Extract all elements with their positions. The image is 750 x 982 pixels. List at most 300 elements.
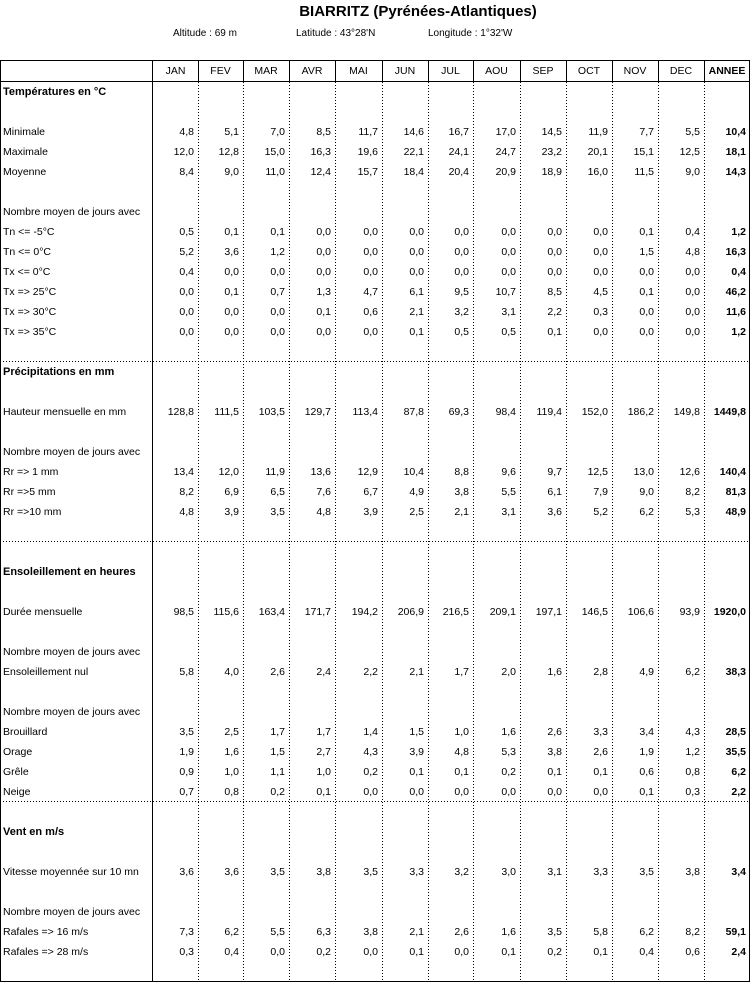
monthly-value: 7,7	[639, 126, 654, 138]
annual-value: 16,3	[725, 246, 746, 258]
row-label: Neige	[3, 786, 31, 798]
annual-value: 1920,0	[713, 606, 746, 618]
monthly-value: 16,7	[448, 126, 469, 138]
monthly-value: 0,1	[409, 326, 424, 338]
monthly-value: 11,0	[265, 166, 285, 178]
monthly-value: 3,6	[547, 506, 562, 518]
monthly-value: 3,8	[363, 926, 378, 938]
monthly-value: 3,0	[501, 866, 516, 878]
monthly-value: 0,1	[409, 946, 424, 958]
monthly-value: 9,5	[454, 286, 469, 298]
monthly-value: 0,0	[409, 266, 424, 278]
monthly-value: 0,0	[454, 246, 469, 258]
monthly-value: 2,6	[454, 926, 469, 938]
monthly-value: 0,2	[501, 766, 516, 778]
monthly-value: 2,1	[454, 506, 469, 518]
monthly-value: 0,0	[363, 326, 378, 338]
monthly-value: 5,2	[179, 246, 194, 258]
monthly-value: 5,5	[270, 926, 285, 938]
monthly-value: 0,0	[454, 786, 469, 798]
monthly-value: 15,1	[633, 146, 654, 158]
monthly-value: 20,9	[495, 166, 516, 178]
annual-value: 38,3	[725, 666, 746, 678]
column-header-nov: NOV	[623, 65, 647, 77]
monthly-value: 0,1	[639, 226, 654, 238]
monthly-value: 0,0	[593, 786, 608, 798]
monthly-value: 0,0	[454, 946, 469, 958]
monthly-value: 0,0	[547, 246, 562, 258]
monthly-value: 0,0	[639, 266, 654, 278]
monthly-value: 87,8	[403, 406, 424, 418]
monthly-value: 128,8	[167, 406, 194, 418]
monthly-value: 0,4	[685, 226, 700, 238]
monthly-value: 10,7	[495, 286, 516, 298]
monthly-value: 0,5	[179, 226, 194, 238]
row-label: Maximale	[3, 146, 48, 158]
monthly-value: 1,0	[224, 766, 239, 778]
monthly-value: 0,0	[593, 246, 608, 258]
row-label: Moyenne	[3, 166, 47, 178]
monthly-value: 8,8	[454, 466, 469, 478]
monthly-value: 1,9	[639, 746, 654, 758]
monthly-value: 216,5	[442, 606, 469, 618]
section-title: Ensoleillement en heures	[3, 566, 136, 578]
monthly-value: 1,4	[363, 726, 378, 738]
column-header-mar: MAR	[254, 65, 278, 77]
monthly-value: 0,2	[547, 946, 562, 958]
annual-value: 48,9	[725, 506, 746, 518]
monthly-value: 0,0	[316, 226, 331, 238]
monthly-value: 115,6	[213, 606, 239, 618]
row-label: Nombre moyen de jours avec	[3, 446, 141, 458]
monthly-value: 5,2	[593, 506, 608, 518]
monthly-value: 146,5	[581, 606, 608, 618]
monthly-value: 7,6	[316, 486, 331, 498]
monthly-value: 2,2	[363, 666, 378, 678]
monthly-value: 0,1	[316, 306, 331, 318]
monthly-value: 0,0	[501, 246, 516, 258]
monthly-value: 4,8	[179, 506, 194, 518]
monthly-value: 10,4	[403, 466, 424, 478]
row-label: Orage	[3, 746, 33, 758]
monthly-value: 1,7	[454, 666, 469, 678]
monthly-value: 8,5	[316, 126, 331, 138]
monthly-value: 3,8	[547, 746, 562, 758]
row-label: Durée mensuelle	[3, 606, 83, 618]
monthly-value: 4,8	[685, 246, 700, 258]
monthly-value: 0,0	[454, 226, 469, 238]
monthly-value: 2,6	[547, 726, 562, 738]
annual-value: 2,4	[731, 946, 746, 958]
monthly-value: 12,5	[587, 466, 608, 478]
monthly-value: 0,0	[316, 266, 331, 278]
column-header-jun: JUN	[394, 65, 416, 77]
monthly-value: 5,8	[593, 926, 608, 938]
monthly-value: 103,5	[258, 406, 285, 418]
monthly-value: 0,1	[593, 766, 608, 778]
section-title: Températures en °C	[3, 86, 107, 98]
monthly-value: 0,0	[454, 266, 469, 278]
monthly-value: 0,6	[685, 946, 700, 958]
annual-value: 10,4	[725, 126, 746, 138]
monthly-value: 171,7	[304, 606, 331, 618]
monthly-value: 6,2	[224, 926, 239, 938]
monthly-value: 0,0	[409, 786, 424, 798]
monthly-value: 0,3	[593, 306, 608, 318]
monthly-value: 9,6	[501, 466, 516, 478]
annual-value: 11,6	[726, 306, 746, 318]
monthly-value: 0,0	[593, 326, 608, 338]
monthly-value: 2,6	[270, 666, 285, 678]
monthly-value: 119,4	[536, 406, 562, 418]
longitude-info: Longitude : 1°32'W	[428, 28, 513, 39]
monthly-value: 13,6	[310, 466, 331, 478]
annual-value: 2,2	[731, 786, 746, 798]
row-label: Tx <= 0°C	[3, 266, 51, 278]
monthly-value: 69,3	[448, 406, 469, 418]
monthly-value: 1,6	[501, 726, 516, 738]
monthly-value: 4,5	[593, 286, 608, 298]
monthly-value: 0,3	[685, 786, 700, 798]
monthly-value: 0,8	[685, 766, 700, 778]
monthly-value: 3,4	[639, 726, 654, 738]
monthly-value: 6,7	[363, 486, 378, 498]
monthly-value: 0,5	[454, 326, 469, 338]
monthly-value: 11,7	[358, 126, 378, 138]
monthly-value: 0,1	[501, 946, 516, 958]
monthly-value: 4,0	[224, 666, 239, 678]
monthly-value: 152,0	[581, 406, 608, 418]
monthly-value: 0,0	[270, 326, 285, 338]
monthly-value: 0,4	[639, 946, 654, 958]
monthly-value: 18,9	[541, 166, 562, 178]
monthly-value: 9,0	[224, 166, 239, 178]
monthly-value: 3,1	[501, 306, 516, 318]
monthly-value: 12,6	[679, 466, 700, 478]
monthly-value: 7,9	[593, 486, 608, 498]
monthly-value: 3,6	[224, 866, 239, 878]
monthly-value: 3,9	[224, 506, 239, 518]
monthly-value: 12,9	[357, 466, 378, 478]
monthly-value: 0,1	[224, 286, 239, 298]
annual-value: 28,5	[725, 726, 746, 738]
monthly-value: 1,7	[316, 726, 331, 738]
monthly-value: 14,5	[541, 126, 562, 138]
monthly-value: 206,9	[397, 606, 424, 618]
monthly-value: 4,7	[363, 286, 378, 298]
annual-value: 46,2	[725, 286, 746, 298]
monthly-value: 7,3	[179, 926, 194, 938]
monthly-value: 0,0	[593, 226, 608, 238]
section-title: Vent en m/s	[3, 826, 65, 838]
monthly-value: 3,5	[547, 926, 562, 938]
monthly-value: 11,5	[634, 166, 654, 178]
annual-value: 1,2	[731, 226, 746, 238]
monthly-value: 4,3	[363, 746, 378, 758]
monthly-value: 0,0	[685, 286, 700, 298]
monthly-value: 2,0	[501, 666, 516, 678]
monthly-value: 0,0	[501, 226, 516, 238]
monthly-value: 4,8	[179, 126, 194, 138]
monthly-value: 3,3	[593, 726, 608, 738]
monthly-value: 0,1	[547, 326, 562, 338]
row-label: Nombre moyen de jours avec	[3, 906, 141, 918]
monthly-value: 19,6	[357, 146, 378, 158]
row-label: Rafales => 28 m/s	[3, 946, 89, 958]
monthly-value: 2,4	[316, 666, 331, 678]
monthly-value: 0,1	[409, 766, 424, 778]
monthly-value: 0,6	[363, 306, 378, 318]
monthly-value: 6,1	[547, 486, 562, 498]
monthly-value: 0,1	[454, 766, 469, 778]
monthly-value: 8,2	[179, 486, 194, 498]
monthly-value: 2,1	[409, 926, 424, 938]
column-header-jan: JAN	[165, 65, 186, 77]
monthly-value: 8,4	[179, 166, 194, 178]
row-label: Tn <= 0°C	[3, 246, 51, 258]
monthly-value: 13,0	[633, 466, 654, 478]
monthly-value: 3,5	[270, 866, 285, 878]
monthly-value: 2,5	[224, 726, 239, 738]
monthly-value: 24,7	[495, 146, 516, 158]
monthly-value: 0,0	[316, 246, 331, 258]
row-label: Rr =>5 mm	[3, 486, 56, 498]
monthly-value: 5,5	[685, 126, 700, 138]
monthly-value: 16,0	[587, 166, 608, 178]
monthly-value: 5,5	[501, 486, 516, 498]
monthly-value: 9,0	[685, 166, 700, 178]
monthly-value: 3,5	[363, 866, 378, 878]
monthly-value: 1,5	[409, 726, 424, 738]
column-header-jul: JUL	[441, 65, 460, 77]
monthly-value: 7,0	[270, 126, 285, 138]
monthly-value: 12,5	[679, 146, 700, 158]
monthly-value: 18,4	[403, 166, 424, 178]
row-label: Rr =>10 mm	[3, 506, 62, 518]
row-label: Tx => 30°C	[3, 306, 57, 318]
monthly-value: 0,8	[224, 786, 239, 798]
monthly-value: 0,0	[363, 266, 378, 278]
monthly-value: 0,0	[685, 266, 700, 278]
monthly-value: 3,5	[639, 866, 654, 878]
monthly-value: 0,4	[179, 266, 194, 278]
monthly-value: 0,1	[224, 226, 239, 238]
monthly-value: 0,0	[685, 306, 700, 318]
monthly-value: 8,5	[547, 286, 562, 298]
monthly-value: 3,3	[593, 866, 608, 878]
monthly-value: 0,1	[547, 766, 562, 778]
monthly-value: 0,1	[316, 786, 331, 798]
row-label: Tn <= -5°C	[3, 226, 55, 238]
row-label: Rr => 1 mm	[3, 466, 59, 478]
annual-value: 18,1	[725, 146, 746, 158]
monthly-value: 5,3	[501, 746, 516, 758]
monthly-value: 5,3	[685, 506, 700, 518]
monthly-value: 0,3	[179, 946, 194, 958]
monthly-value: 9,0	[639, 486, 654, 498]
latitude-info: Latitude : 43°28'N	[296, 28, 376, 39]
monthly-value: 4,3	[685, 726, 700, 738]
row-label: Nombre moyen de jours avec	[3, 646, 141, 658]
column-header-aou: AOU	[485, 65, 508, 77]
monthly-value: 0,1	[270, 226, 285, 238]
monthly-value: 0,0	[363, 946, 378, 958]
monthly-value: 0,0	[179, 286, 194, 298]
monthly-value: 98,5	[173, 606, 194, 618]
monthly-value: 4,8	[454, 746, 469, 758]
monthly-value: 0,0	[593, 266, 608, 278]
monthly-value: 4,9	[639, 666, 654, 678]
monthly-value: 8,2	[685, 486, 700, 498]
monthly-value: 1,5	[270, 746, 285, 758]
monthly-value: 129,7	[304, 406, 331, 418]
column-header-avr: AVR	[301, 65, 323, 77]
monthly-value: 0,0	[547, 226, 562, 238]
monthly-value: 0,0	[270, 266, 285, 278]
monthly-value: 15,7	[357, 166, 378, 178]
row-label: Tx => 25°C	[3, 286, 57, 298]
monthly-value: 0,0	[316, 326, 331, 338]
monthly-value: 98,4	[495, 406, 516, 418]
monthly-value: 12,4	[310, 166, 331, 178]
annual-value: 3,4	[731, 866, 746, 878]
monthly-value: 0,1	[593, 946, 608, 958]
annual-value: 1,2	[731, 326, 746, 338]
row-label: Vitesse moyennée sur 10 mn	[3, 866, 139, 878]
monthly-value: 1,6	[547, 666, 562, 678]
monthly-value: 3,5	[179, 726, 194, 738]
monthly-value: 0,0	[224, 306, 239, 318]
monthly-value: 3,6	[179, 866, 194, 878]
row-label: Minimale	[3, 126, 46, 138]
monthly-value: 197,1	[535, 606, 562, 618]
row-label: Ensoleillement nul	[3, 666, 89, 678]
monthly-value: 106,6	[627, 606, 654, 618]
column-header-mai: MAI	[349, 65, 368, 77]
monthly-value: 0,6	[639, 766, 654, 778]
monthly-value: 0,0	[639, 306, 654, 318]
monthly-value: 1,0	[316, 766, 331, 778]
monthly-value: 0,9	[179, 766, 194, 778]
row-label: Grêle	[3, 766, 29, 778]
monthly-value: 2,1	[409, 666, 424, 678]
monthly-value: 23,2	[541, 146, 562, 158]
monthly-value: 1,2	[270, 246, 285, 258]
monthly-value: 5,1	[224, 126, 239, 138]
monthly-value: 6,2	[685, 666, 700, 678]
monthly-value: 3,6	[224, 246, 239, 258]
monthly-value: 0,0	[409, 226, 424, 238]
annual-value: 140,4	[719, 466, 746, 478]
row-label: Tx => 35°C	[3, 326, 57, 338]
monthly-value: 0,2	[363, 766, 378, 778]
monthly-value: 8,2	[685, 926, 700, 938]
monthly-value: 12,8	[218, 146, 239, 158]
monthly-value: 209,1	[489, 606, 516, 618]
row-label: Hauteur mensuelle en mm	[3, 406, 127, 418]
monthly-value: 0,5	[501, 326, 516, 338]
monthly-value: 15,0	[264, 146, 285, 158]
monthly-value: 1,0	[454, 726, 469, 738]
monthly-value: 1,5	[639, 246, 654, 258]
monthly-value: 0,0	[685, 326, 700, 338]
monthly-value: 2,5	[409, 506, 424, 518]
monthly-value: 6,3	[316, 926, 331, 938]
monthly-value: 0,0	[501, 266, 516, 278]
monthly-value: 22,1	[403, 146, 424, 158]
monthly-value: 9,7	[547, 466, 562, 478]
monthly-value: 13,4	[173, 466, 194, 478]
monthly-value: 0,0	[224, 266, 239, 278]
monthly-value: 3,5	[270, 506, 285, 518]
monthly-value: 1,6	[501, 926, 516, 938]
monthly-value: 0,0	[547, 266, 562, 278]
monthly-value: 1,6	[224, 746, 239, 758]
monthly-value: 0,0	[270, 946, 285, 958]
row-label: Nombre moyen de jours avec	[3, 706, 141, 718]
monthly-value: 6,2	[639, 926, 654, 938]
page-title: BIARRITZ (Pyrénées-Atlantiques)	[299, 3, 537, 20]
monthly-value: 0,7	[179, 786, 194, 798]
monthly-value: 0,0	[363, 786, 378, 798]
monthly-value: 6,1	[409, 286, 424, 298]
monthly-value: 0,0	[409, 246, 424, 258]
monthly-value: 3,9	[409, 746, 424, 758]
monthly-value: 186,2	[627, 406, 654, 418]
monthly-value: 149,8	[673, 406, 700, 418]
monthly-value: 2,7	[316, 746, 331, 758]
monthly-value: 1,7	[270, 726, 285, 738]
annual-value: 1449,8	[713, 406, 746, 418]
monthly-value: 0,0	[639, 326, 654, 338]
monthly-value: 11,9	[588, 126, 608, 138]
monthly-value: 3,1	[501, 506, 516, 518]
annual-value: 14,3	[725, 166, 746, 178]
annual-value: 81,3	[725, 486, 746, 498]
monthly-value: 24,1	[448, 146, 469, 158]
monthly-value: 163,4	[258, 606, 285, 618]
monthly-value: 1,1	[270, 766, 285, 778]
monthly-value: 113,4	[352, 406, 378, 418]
monthly-value: 6,5	[270, 486, 285, 498]
monthly-value: 1,3	[316, 286, 331, 298]
monthly-value: 194,2	[351, 606, 378, 618]
annual-value: 0,4	[731, 266, 746, 278]
monthly-value: 11,9	[265, 466, 285, 478]
monthly-value: 6,9	[224, 486, 239, 498]
monthly-value: 2,2	[547, 306, 562, 318]
annual-value: 6,2	[731, 766, 746, 778]
monthly-value: 3,3	[409, 866, 424, 878]
monthly-value: 6,2	[639, 506, 654, 518]
monthly-value: 0,0	[179, 326, 194, 338]
monthly-value: 2,6	[593, 746, 608, 758]
monthly-value: 4,8	[316, 506, 331, 518]
monthly-value: 0,0	[179, 306, 194, 318]
monthly-value: 17,0	[495, 126, 516, 138]
monthly-value: 3,2	[454, 866, 469, 878]
monthly-value: 1,2	[685, 746, 700, 758]
column-header-fev: FEV	[210, 65, 231, 77]
monthly-value: 14,6	[403, 126, 424, 138]
monthly-value: 3,8	[454, 486, 469, 498]
section-title: Précipitations en mm	[3, 366, 115, 378]
row-label: Nombre moyen de jours avec	[3, 206, 141, 218]
annual-value: 35,5	[725, 746, 746, 758]
monthly-value: 0,1	[639, 786, 654, 798]
monthly-value: 12,0	[173, 146, 194, 158]
column-header-oct: OCT	[577, 65, 601, 77]
